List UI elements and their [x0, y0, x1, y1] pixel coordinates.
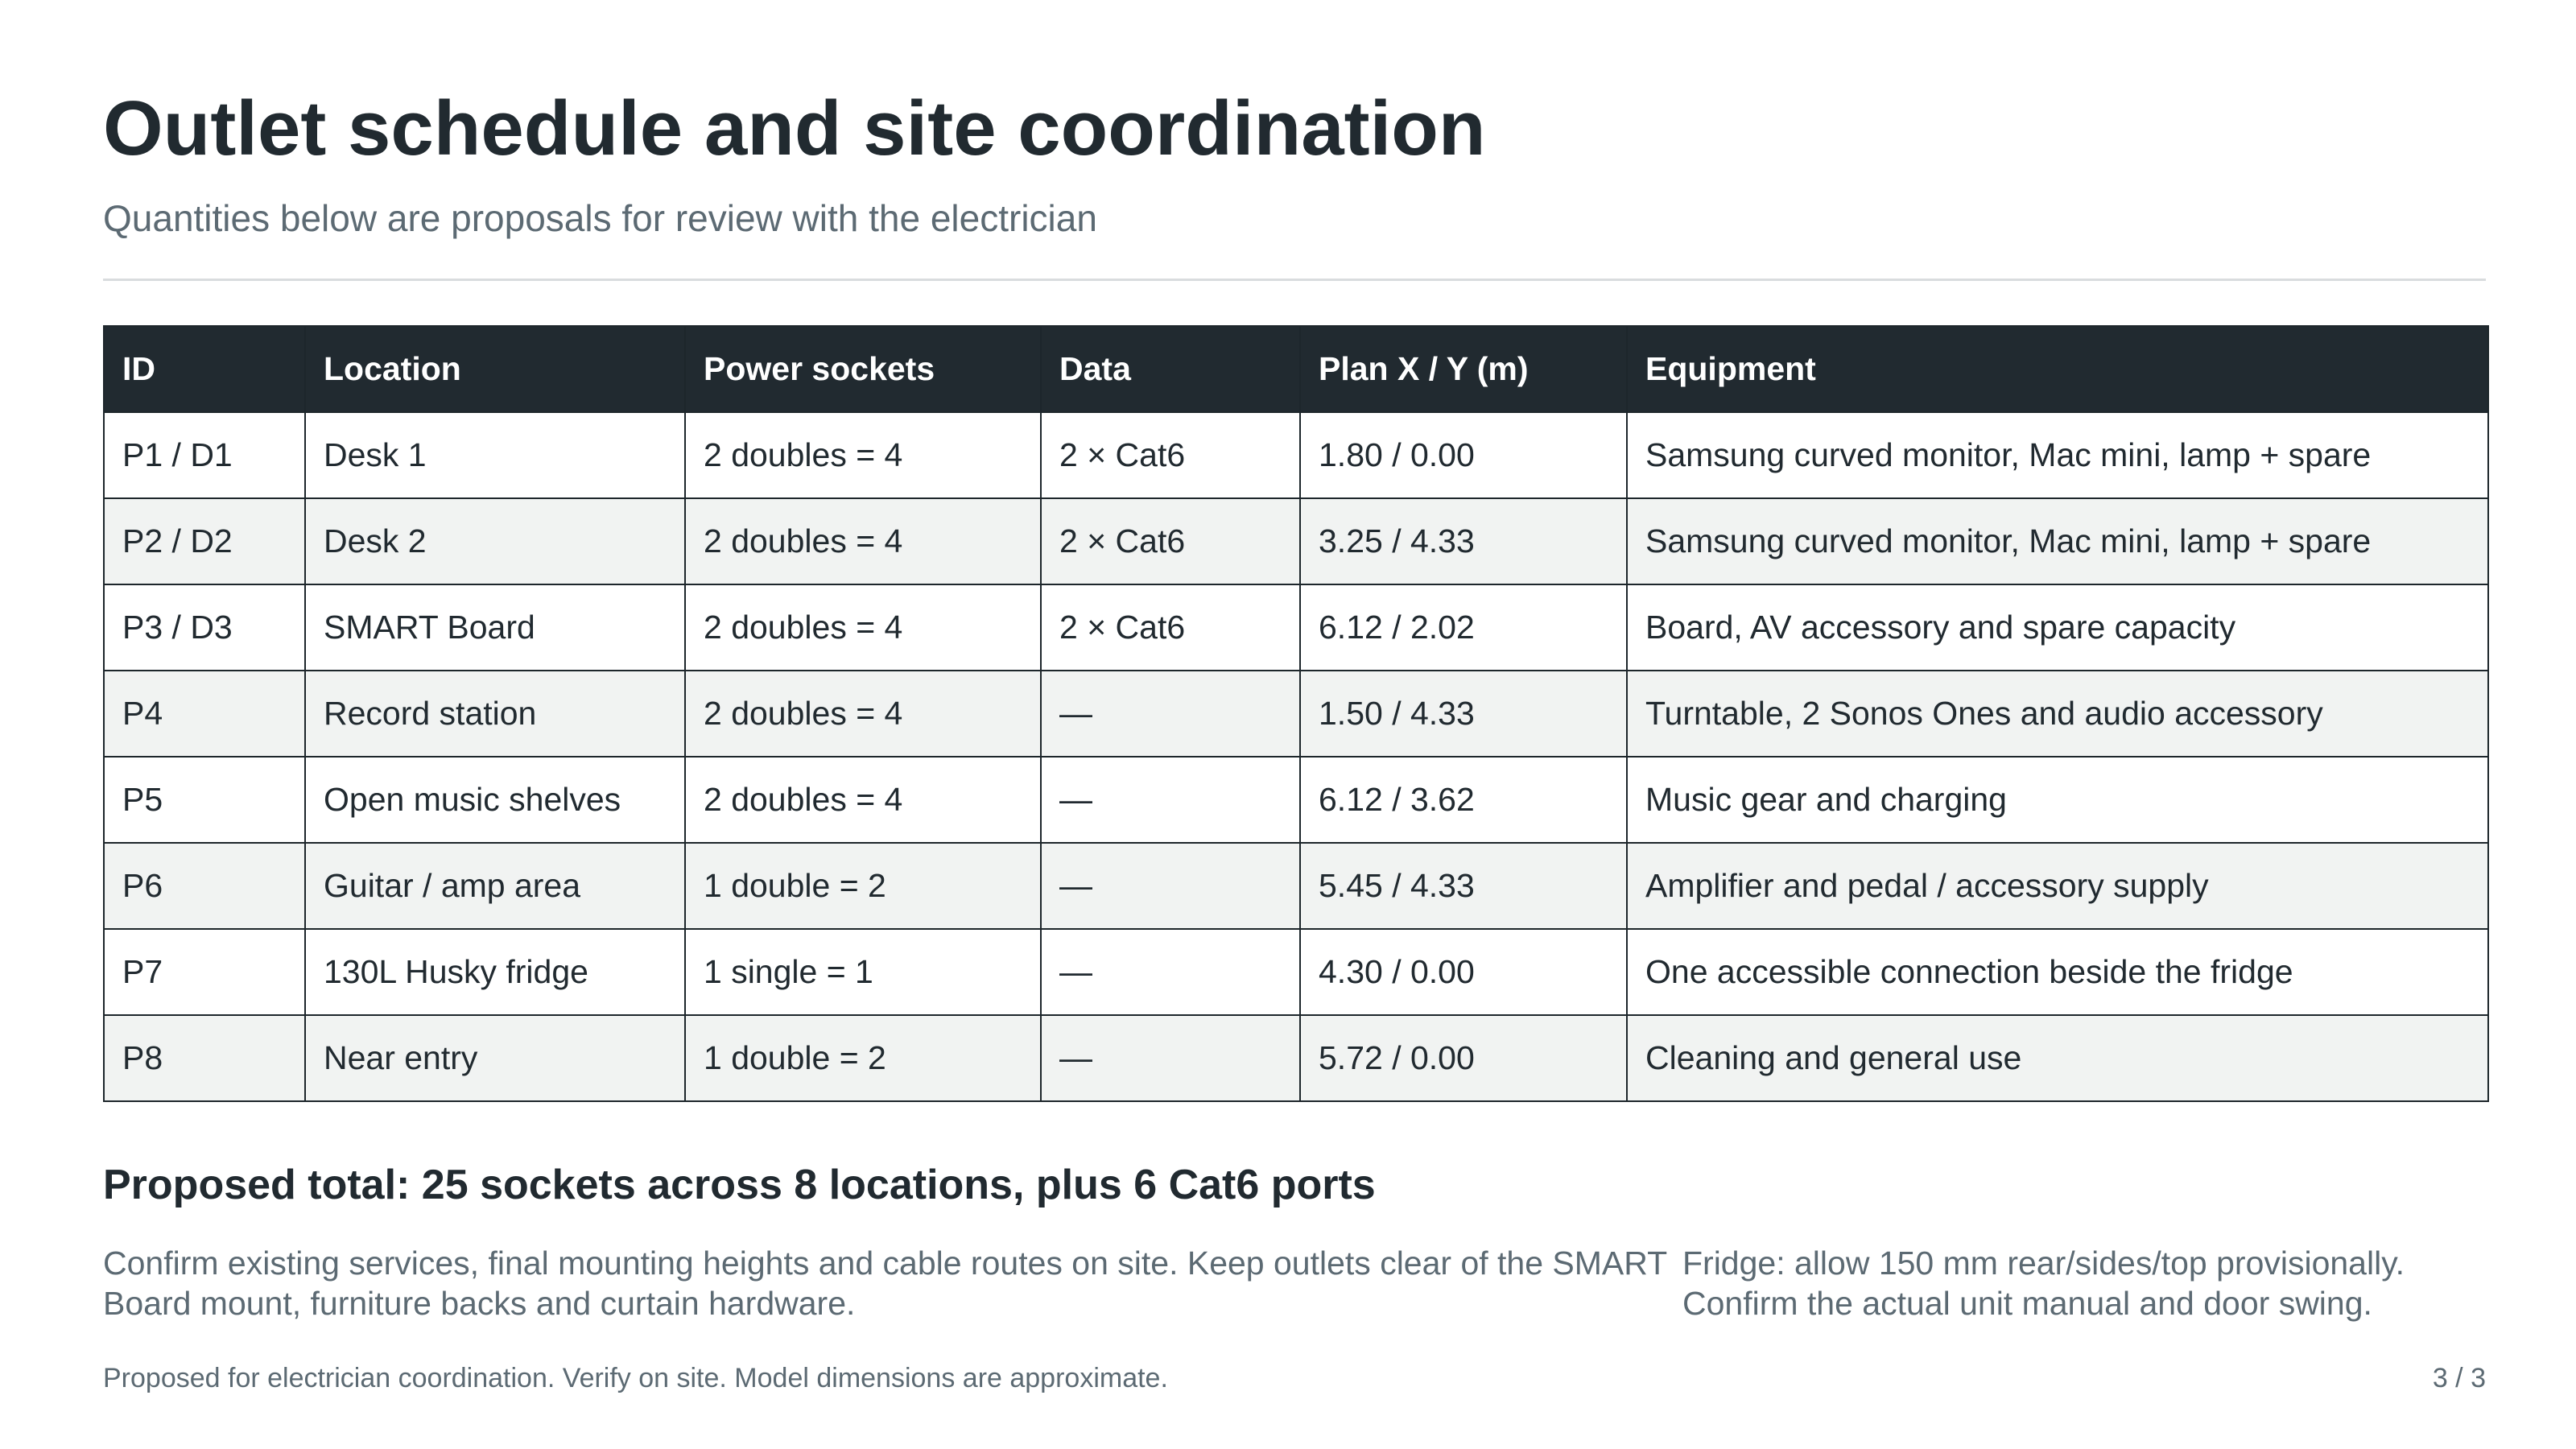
column-header-data: Data	[1041, 326, 1300, 412]
table-row	[104, 929, 2488, 1015]
column-header-plan-xy: Plan X / Y (m)	[1300, 326, 1627, 412]
cell-data: —	[1041, 843, 1300, 929]
cell-power-sockets: 2 doubles = 4	[685, 584, 1041, 671]
page-title: Outlet schedule and site coordination	[103, 85, 1486, 171]
cell-plan-xy: 1.80 / 0.00	[1300, 412, 1627, 498]
cell-equipment: Cleaning and general use	[1627, 1015, 2488, 1101]
table-row	[104, 757, 2488, 843]
cell-power-sockets: 1 single = 1	[685, 929, 1041, 1015]
cell-equipment: Amplifier and pedal / accessory supply	[1627, 843, 2488, 929]
column-header-equipment: Equipment	[1627, 326, 2488, 412]
cell-data: —	[1041, 929, 1300, 1015]
cell-equipment: Samsung curved monitor, Mac mini, lamp + spare	[1627, 498, 2488, 584]
column-header-id: ID	[104, 326, 305, 412]
table-row	[104, 584, 2488, 671]
cell-id: P6	[104, 843, 305, 929]
cell-power-sockets: 1 double = 2	[685, 1015, 1041, 1101]
cell-id: P4	[104, 671, 305, 757]
cell-plan-xy: 5.72 / 0.00	[1300, 1015, 1627, 1101]
table-header-row	[104, 326, 2488, 412]
cell-id: P5	[104, 757, 305, 843]
cell-equipment: Samsung curved monitor, Mac mini, lamp + spare	[1627, 412, 2488, 498]
cell-data: 2 × Cat6	[1041, 498, 1300, 584]
slide-page	[103, 0, 2486, 1449]
cell-data: —	[1041, 757, 1300, 843]
proposed-total: Proposed total: 25 sockets across 8 locations, plus 6 Cat6 ports	[103, 1162, 1376, 1208]
cell-location: Open music shelves	[305, 757, 685, 843]
page-subtitle: Quantities below are proposals for review with the electrician	[103, 197, 1097, 239]
table-row	[104, 671, 2488, 757]
table-row	[104, 498, 2488, 584]
page-number: 3 / 3	[2432, 1363, 2486, 1393]
cell-plan-xy: 5.45 / 4.33	[1300, 843, 1627, 929]
cell-location: Desk 2	[305, 498, 685, 584]
cell-id: P8	[104, 1015, 305, 1101]
cell-data: —	[1041, 671, 1300, 757]
table-row	[104, 412, 2488, 498]
column-header-location: Location	[305, 326, 685, 412]
cell-location: Guitar / amp area	[305, 843, 685, 929]
cell-plan-xy: 6.12 / 3.62	[1300, 757, 1627, 843]
cell-power-sockets: 2 doubles = 4	[685, 671, 1041, 757]
cell-id: P2 / D2	[104, 498, 305, 584]
cell-plan-xy: 6.12 / 2.02	[1300, 584, 1627, 671]
cell-plan-xy: 1.50 / 4.33	[1300, 671, 1627, 757]
cell-power-sockets: 2 doubles = 4	[685, 412, 1041, 498]
outlet-schedule-table	[103, 325, 2489, 1102]
cell-data: —	[1041, 1015, 1300, 1101]
cell-equipment: Turntable, 2 Sonos Ones and audio accessory	[1627, 671, 2488, 757]
cell-power-sockets: 2 doubles = 4	[685, 757, 1041, 843]
site-coordination-note: Confirm existing services, final mounting heights and cable routes on site. Keep outlets clear of the SMART Board mount, furniture backs and curtain hardware.	[103, 1245, 1667, 1322]
cell-equipment: One accessible connection beside the fridge	[1627, 929, 2488, 1015]
cell-location: Near entry	[305, 1015, 685, 1101]
footer-disclaimer: Proposed for electrician coordination. Verify on site. Model dimensions are approximate.	[103, 1363, 1168, 1393]
cell-power-sockets: 1 double = 2	[685, 843, 1041, 929]
cell-power-sockets: 2 doubles = 4	[685, 498, 1041, 584]
cell-location: Desk 1	[305, 412, 685, 498]
cell-id: P7	[104, 929, 305, 1015]
cell-equipment: Board, AV accessory and spare capacity	[1627, 584, 2488, 671]
table-row	[104, 843, 2488, 929]
cell-equipment: Music gear and charging	[1627, 757, 2488, 843]
cell-location: 130L Husky fridge	[305, 929, 685, 1015]
cell-plan-xy: 3.25 / 4.33	[1300, 498, 1627, 584]
cell-id: P1 / D1	[104, 412, 305, 498]
cell-location: SMART Board	[305, 584, 685, 671]
cell-plan-xy: 4.30 / 0.00	[1300, 929, 1627, 1015]
fridge-clearance-note: Fridge: allow 150 mm rear/sides/top provisionally. Confirm the actual unit manual and door swing.	[1682, 1245, 2405, 1322]
table-row	[104, 1015, 2488, 1101]
cell-data: 2 × Cat6	[1041, 584, 1300, 671]
title-divider	[103, 279, 2486, 281]
cell-location: Record station	[305, 671, 685, 757]
cell-data: 2 × Cat6	[1041, 412, 1300, 498]
cell-id: P3 / D3	[104, 584, 305, 671]
column-header-power-sockets: Power sockets	[685, 326, 1041, 412]
